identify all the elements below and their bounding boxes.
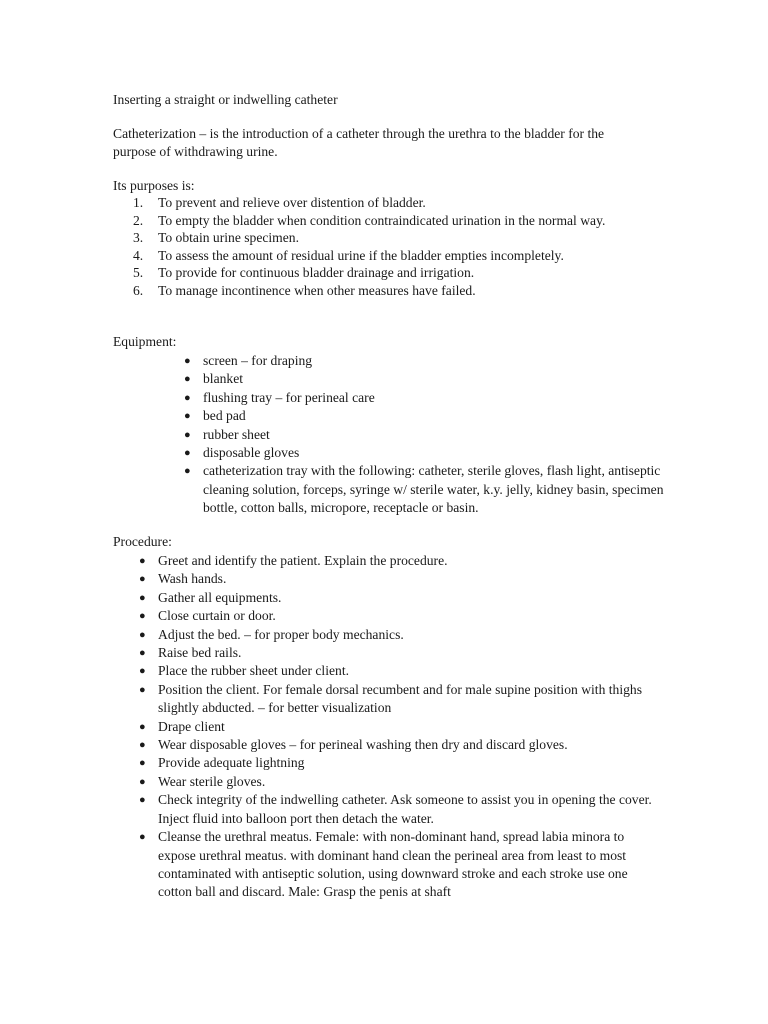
list-item (139, 718, 653, 736)
bullet-icon: ● (184, 391, 191, 404)
list-item (184, 370, 673, 388)
list-item-text: Adjust the bed. – for proper body mechanics. (158, 626, 404, 642)
list-number: 4. (133, 247, 144, 263)
list-item-text: Cleanse the urethral meatus. Female: with non-dominant hand, spread labia minora to expose urethral meatus. with dominant hand clean the perineal area from least to most contaminated with antiseptic solution, using downward stroke and each stroke use one cotton ball and discard. Male: Grasp the penis at shaft (158, 829, 628, 900)
bullet-icon: ● (184, 410, 191, 423)
list-item-text: blanket (203, 371, 244, 387)
bullet-icon: ● (139, 591, 146, 604)
list-item (139, 570, 653, 588)
equipment-heading: Equipment: (113, 334, 177, 349)
list-item (139, 791, 653, 828)
bullet-icon: ● (139, 720, 146, 733)
bullet-icon: ● (139, 739, 146, 752)
list-item-text: bed pad (203, 408, 246, 424)
list-item (184, 444, 673, 462)
document-title: Inserting a straight or indwelling catheter (113, 92, 338, 107)
list-item-text: catheterization tray with the following: catheter, sterile gloves, flash light, antiseptic cleaning solution, forceps, syringe w/ sterile water, k.y. jelly, kidney basin, specimen bottle, cotton balls, micropore, receptacle or basin. (203, 463, 664, 516)
procedure-list (138, 552, 653, 902)
list-item (139, 589, 653, 607)
list-number: 3. (133, 230, 144, 245)
list-item-text: disposable gloves (203, 445, 300, 461)
list-item (184, 426, 673, 444)
list-item (184, 389, 673, 407)
list-item (133, 247, 678, 265)
list-item-text: rubber sheet (203, 426, 270, 442)
list-item-text: Gather all equipments. (158, 589, 282, 605)
list-item (133, 264, 678, 282)
list-item-text: To empty the bladder when condition contraindicated urination in the normal way. (158, 212, 606, 228)
list-item-text: To prevent and relieve over distention of bladder. (158, 195, 426, 210)
list-item-text: To assess the amount of residual urine if the bladder empties incompletely. (158, 247, 564, 263)
equipment-list (183, 352, 673, 518)
list-item-text: Close curtain or door. (158, 608, 276, 624)
purposes-heading: Its purposes is: (113, 178, 195, 193)
list-item (139, 828, 653, 902)
list-item-text: Raise bed rails. (158, 645, 242, 661)
list-item (184, 352, 673, 370)
list-item (133, 229, 678, 247)
list-item (139, 626, 653, 644)
list-item (139, 607, 653, 625)
bullet-icon: ● (184, 373, 191, 386)
list-item-text: To provide for continuous bladder drainage and irrigation. (158, 265, 475, 280)
list-item (139, 552, 653, 570)
list-number: 1. (133, 195, 144, 210)
list-item-text: Drape client (158, 718, 225, 734)
list-item-text: Place the rubber sheet under client. (158, 663, 349, 679)
bullet-icon: ● (184, 465, 191, 478)
bullet-icon: ● (139, 794, 146, 807)
bullet-icon: ● (184, 355, 191, 367)
list-item-text: flushing tray – for perineal care (203, 389, 375, 405)
bullet-icon: ● (184, 428, 191, 441)
list-item (133, 282, 678, 300)
bullet-icon: ● (139, 555, 146, 567)
list-item (139, 681, 653, 718)
list-item (139, 773, 653, 791)
list-item-text: screen – for draping (203, 353, 313, 368)
list-item-text: Check integrity of the indwelling catheter. Ask someone to assist you in opening the cover. Inject fluid into balloon port then detach the water. (158, 792, 652, 826)
list-item (139, 644, 653, 662)
list-item-text: Wash hands. (158, 571, 227, 587)
bullet-icon: ● (139, 647, 146, 660)
procedure-heading: Procedure: (113, 534, 172, 549)
list-item-text: To manage incontinence when other measures have failed. (158, 282, 476, 298)
list-item (184, 462, 673, 517)
list-item-text: Wear disposable gloves – for perineal washing then dry and discard gloves. (158, 737, 568, 753)
bullet-icon: ● (139, 775, 146, 788)
list-item (139, 736, 653, 754)
list-item-text: Position the client. For female dorsal recumbent and for male supine position with thighs slightly abducted. – for better visualization (158, 681, 642, 716)
purposes-list (113, 194, 678, 299)
list-number: 6. (133, 282, 144, 298)
list-item-text: Greet and identify the patient. Explain the procedure. (158, 553, 448, 568)
bullet-icon: ● (139, 683, 146, 696)
list-item-text: To obtain urine specimen. (158, 230, 299, 245)
list-item (139, 754, 653, 772)
list-number: 5. (133, 265, 144, 280)
list-item (133, 212, 678, 230)
definition-paragraph: Catheterization – is the introduction of a catheter through the urethra to the bladder for the purpose of withdrawing urine. (113, 126, 605, 159)
list-item (139, 662, 653, 680)
list-item (133, 194, 678, 212)
bullet-icon: ● (184, 447, 191, 460)
list-item-text: Provide adequate lightning (158, 755, 305, 771)
bullet-icon: ● (139, 665, 146, 678)
list-number: 2. (133, 212, 144, 228)
bullet-icon: ● (139, 831, 146, 844)
bullet-icon: ● (139, 628, 146, 641)
bullet-icon: ● (139, 573, 146, 586)
list-item (184, 407, 673, 425)
list-item-text: Wear sterile gloves. (158, 773, 266, 789)
bullet-icon: ● (139, 610, 146, 623)
bullet-icon: ● (139, 757, 146, 770)
